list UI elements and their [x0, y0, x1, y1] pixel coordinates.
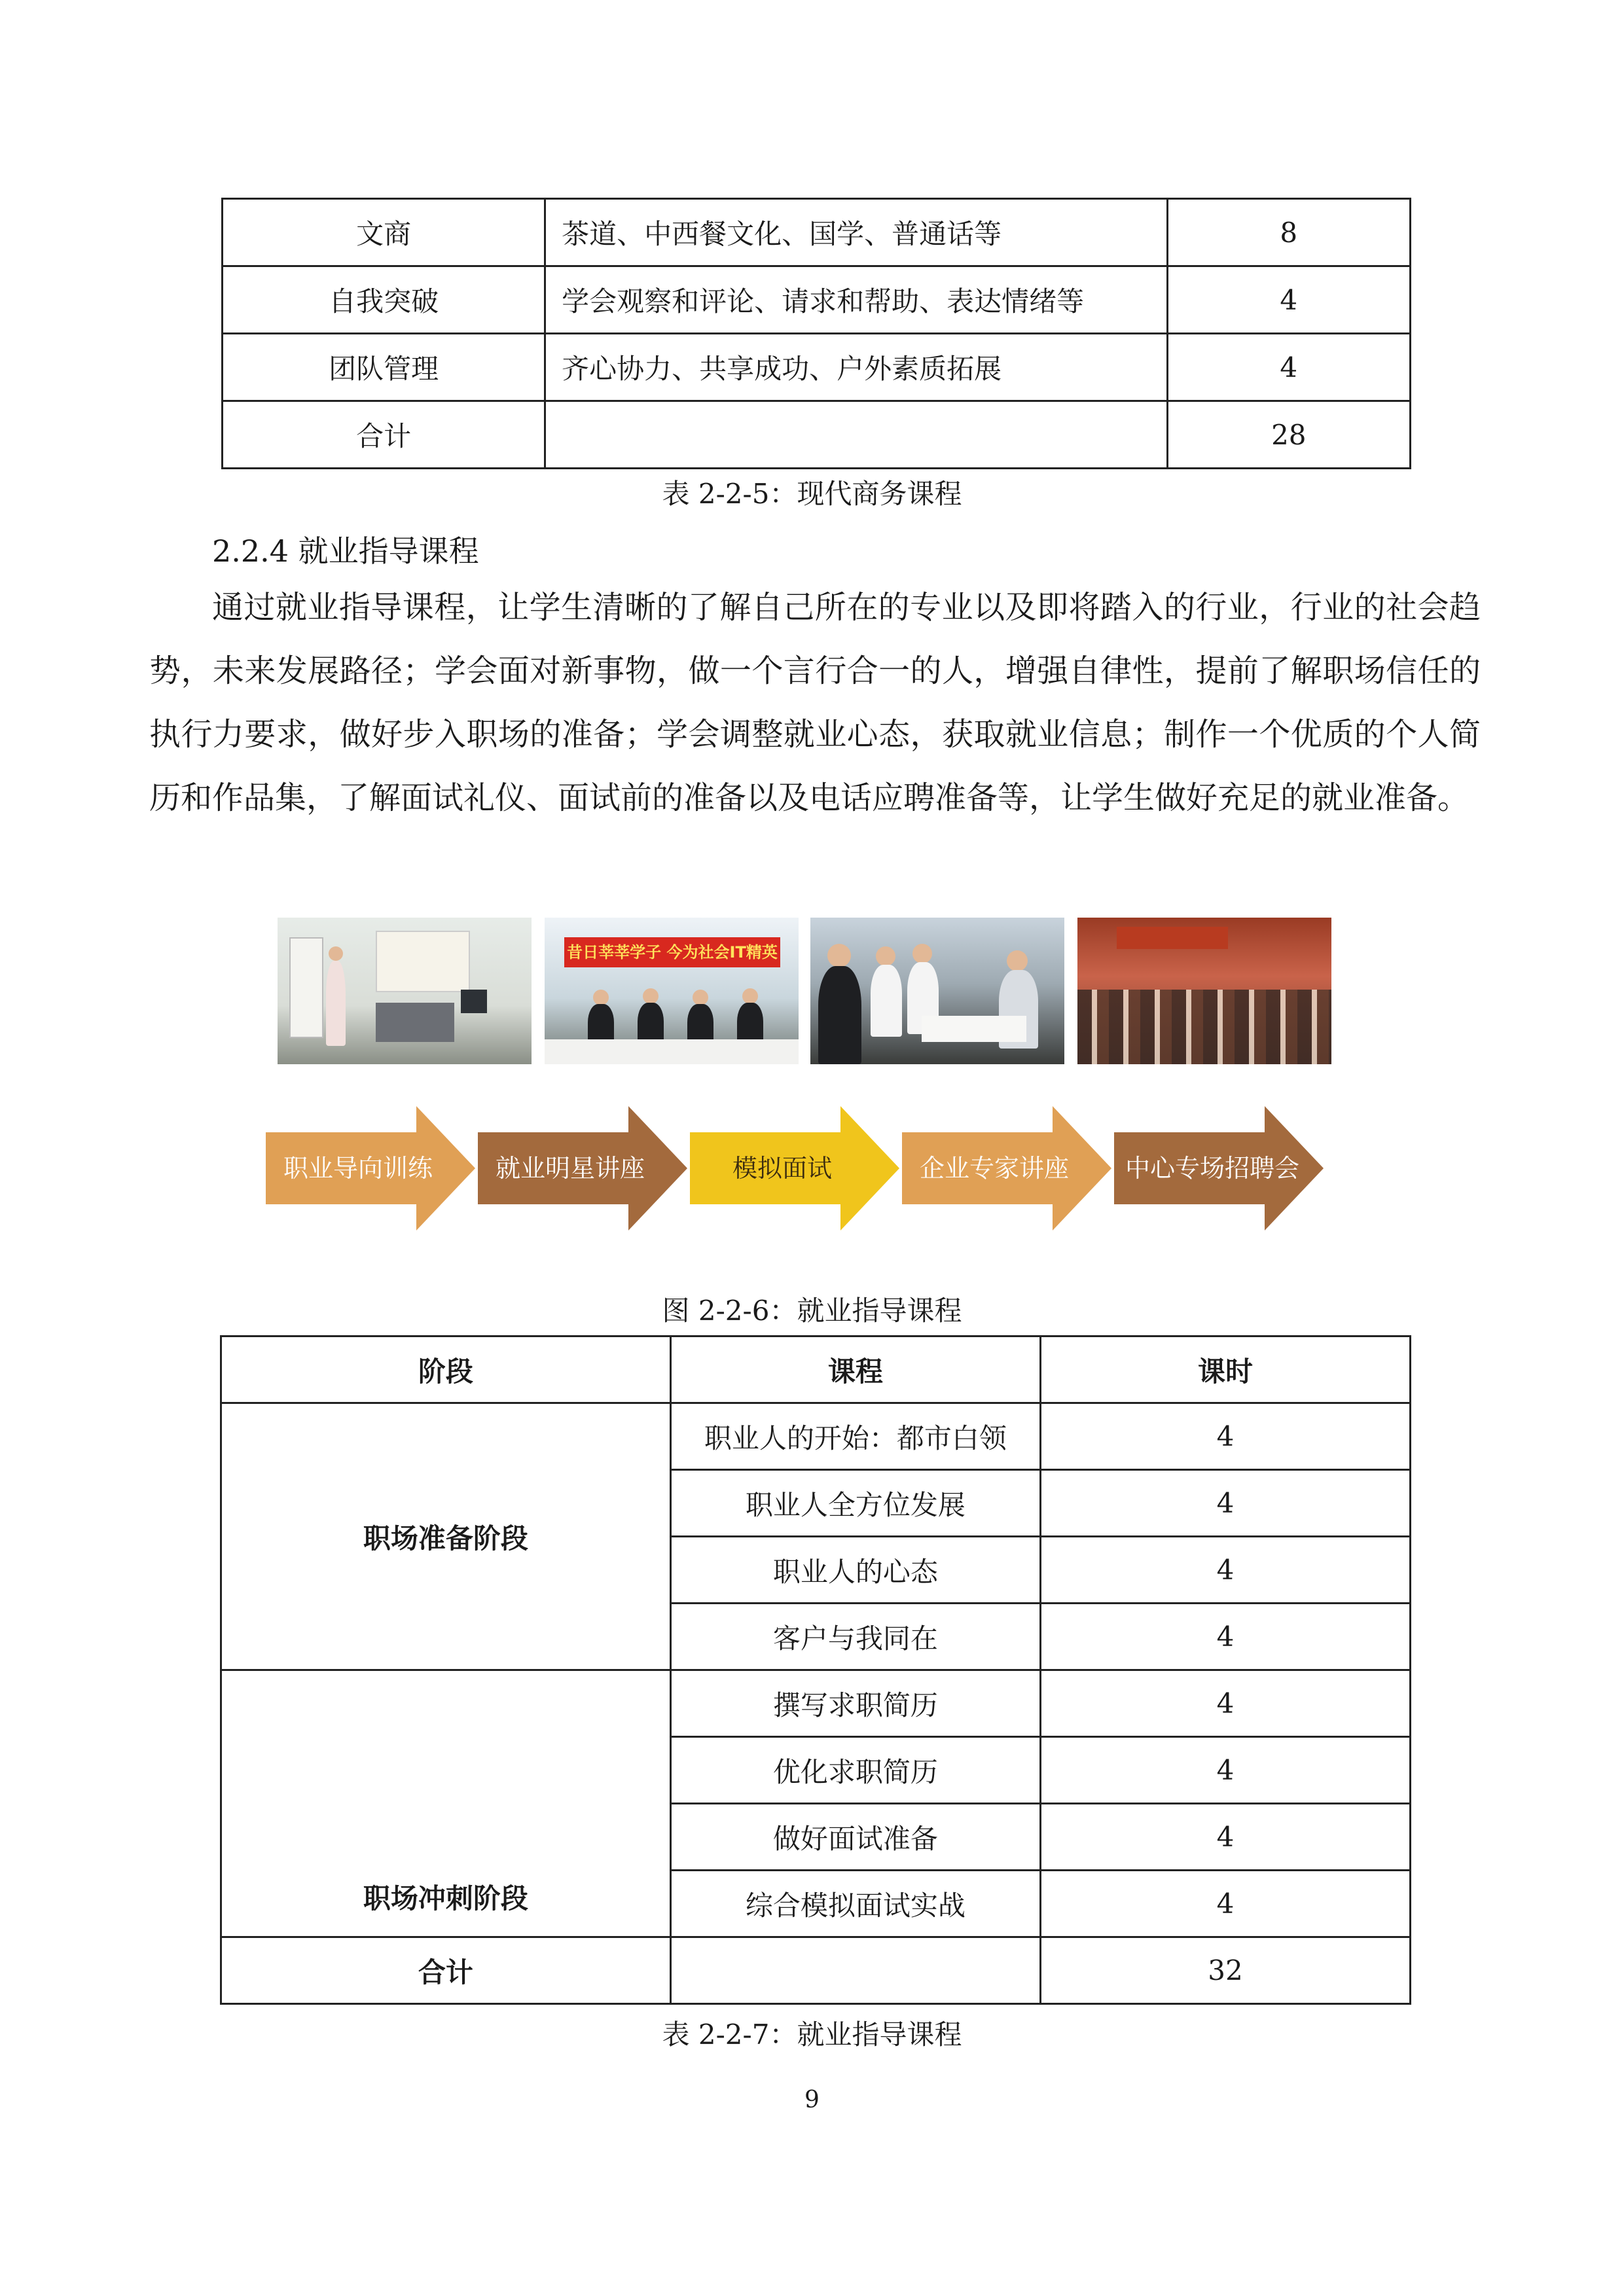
guidance-flow	[266, 1106, 1339, 1230]
figure-caption: 图 2-2-6：就业指导课程	[662, 1295, 962, 1327]
course-hours-cell: 8	[1167, 199, 1410, 266]
flow-step-career-orientation	[266, 1106, 475, 1230]
monitor	[461, 990, 487, 1013]
whiteboard	[289, 937, 323, 1038]
total-hours-cell: 28	[1167, 401, 1410, 469]
award-ceremony-photo	[545, 918, 799, 1064]
stage-cell-sprint: 职场冲刺阶段	[221, 1670, 671, 1937]
modern-business-course-table	[221, 198, 1411, 469]
person-head	[742, 988, 758, 1004]
mock-interview-photo	[810, 918, 1064, 1064]
desk	[376, 1003, 454, 1042]
stage-cell-preparation: 职场准备阶段	[221, 1403, 671, 1670]
course-cell: 优化求职简历	[670, 1737, 1040, 1804]
course-cell: 客户与我同在	[670, 1604, 1040, 1670]
hours-cell: 4	[1040, 1871, 1410, 1937]
table-header-row	[221, 1336, 1411, 1403]
course-content-cell: 学会观察和评论、请求和帮助、表达情绪等	[545, 266, 1167, 334]
flow-step-label: 就业明星讲座	[495, 1154, 645, 1183]
flow-step-label: 模拟面试	[732, 1154, 832, 1183]
projection-screen	[376, 931, 470, 992]
flow-step-label: 企业专家讲座	[919, 1154, 1069, 1183]
course-content-cell	[545, 401, 1167, 469]
page-number: 9	[804, 2087, 820, 2113]
course-cell: 职业人的心态	[670, 1537, 1040, 1604]
course-name-cell: 文商	[223, 199, 545, 266]
red-banner: 昔日莘莘学子 今为社会IT精英	[564, 937, 780, 967]
course-cell: 撰写求职简历	[670, 1670, 1040, 1737]
table-caption: 表 2-2-5：现代商务课程	[662, 478, 962, 510]
header-course: 课程	[670, 1336, 1040, 1403]
classroom-photo	[278, 918, 532, 1064]
course-hours-cell: 4	[1167, 334, 1410, 401]
audience	[1077, 990, 1331, 1064]
person-figure	[326, 961, 346, 1046]
person-head	[329, 946, 343, 961]
course-content-cell: 茶道、中西餐文化、国学、普通话等	[545, 199, 1167, 266]
section-heading: 2.2.4 就业指导课程	[212, 533, 479, 569]
header-stage: 阶段	[221, 1336, 671, 1403]
hours-cell: 4	[1040, 1804, 1410, 1871]
course-cell: 职业人全方位发展	[670, 1470, 1040, 1537]
hours-cell: 4	[1040, 1537, 1410, 1604]
total-hours-cell: 32	[1040, 1937, 1410, 2004]
table-row	[223, 401, 1411, 469]
flow-step-label: 中心专场招聘会	[1125, 1154, 1299, 1183]
flow-step-label: 职业导向训练	[283, 1154, 433, 1183]
person-head	[593, 990, 609, 1005]
interview-table	[922, 1016, 1026, 1042]
hours-cell: 4	[1040, 1604, 1410, 1670]
course-cell: 综合模拟面试实战	[670, 1871, 1040, 1937]
job-fair-photo	[1077, 918, 1331, 1064]
table-row	[221, 1403, 1411, 1470]
course-cell: 职业人的开始：都市白领	[670, 1403, 1040, 1470]
table-row	[221, 1670, 1411, 1737]
flow-step-mock-interview	[690, 1106, 899, 1230]
person-figure	[818, 966, 861, 1064]
total-label-cell: 合计	[221, 1937, 671, 2004]
person-head	[876, 946, 895, 966]
person-head	[827, 944, 851, 967]
table-row	[223, 334, 1411, 401]
table-row	[223, 199, 1411, 266]
paragraph-text: 通过就业指导课程，让学生清晰的了解自己所在的专业以及即将踏入的行业，行业的社会趋势，未来发展路径；学会面对新事物，做一个言行合一的人，增强自律性，提前了解职场信任的执行力要求，做好步入职场的准备；学会调整就业心态，获取就业信息；制作一个优质的个人简历和作品集，了解面试礼仪、面试前的准备以及电话应聘准备等，让学生做好充足的就业准备。	[149, 589, 1481, 816]
person-figure	[871, 965, 902, 1037]
employment-guidance-table	[220, 1335, 1411, 2005]
person-head	[1007, 950, 1028, 971]
section-paragraph	[149, 576, 1481, 830]
table-row	[223, 266, 1411, 334]
course-cell	[670, 1937, 1040, 2004]
person-head	[693, 990, 708, 1005]
flow-step-star-lecture	[478, 1106, 687, 1230]
person-head	[643, 988, 659, 1004]
course-content-cell: 齐心协力、共享成功、户外素质拓展	[545, 334, 1167, 401]
table-caption: 表 2-2-7：就业指导课程	[662, 2018, 962, 2051]
course-name-cell: 团队管理	[223, 334, 545, 401]
header-hours: 课时	[1040, 1336, 1410, 1403]
flow-step-expert-lecture	[902, 1106, 1111, 1230]
stage-sign	[1117, 927, 1228, 949]
course-hours-cell: 4	[1167, 266, 1410, 334]
hours-cell: 4	[1040, 1403, 1410, 1470]
total-label-cell: 合计	[223, 401, 545, 469]
flow-step-job-fair	[1114, 1106, 1324, 1230]
table-cloth	[545, 1039, 799, 1064]
hours-cell: 4	[1040, 1470, 1410, 1537]
person-head	[912, 944, 932, 963]
table-total-row	[221, 1937, 1411, 2004]
hours-cell: 4	[1040, 1737, 1410, 1804]
course-name-cell: 自我突破	[223, 266, 545, 334]
hours-cell: 4	[1040, 1670, 1410, 1737]
course-cell: 做好面试准备	[670, 1804, 1040, 1871]
